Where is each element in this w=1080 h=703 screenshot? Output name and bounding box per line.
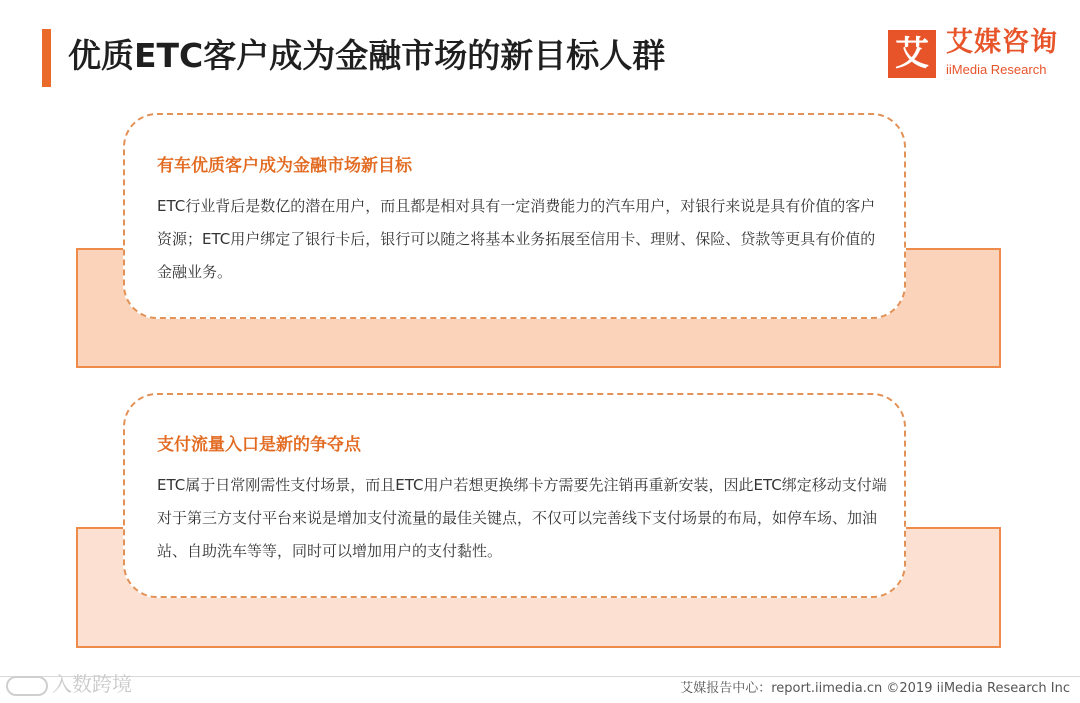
watermark-text: 入数跨境 — [52, 672, 132, 696]
footer-divider — [0, 676, 1080, 677]
logo-mark-icon: 艾 — [888, 30, 936, 78]
card-heading: 支付流量入口是新的争夺点 — [157, 435, 361, 455]
card-heading: 有车优质客户成为金融市场新目标 — [157, 156, 412, 176]
card-body: ETC属于日常刚需性支付场景，而且ETC用户若想更换绑卡方需要先注销再重新安装，因此ETC绑定移动支付端对于第三方支付平台来说是增加支付流量的最佳关键点，不仅可以完善线下支付场景的布局，如停车场、加油站、自助洗车等等，同时可以增加用户的支付黏性。 — [157, 476, 887, 560]
logo-name-en: iiMedia Research — [946, 62, 1047, 77]
iimedia-logo — [888, 27, 1068, 82]
page-title: 优质ETC客户成为金融市场的新目标人群 — [68, 36, 666, 75]
footer-source: 艾媒报告中心：report.iimedia.cn ©2019 iiMedia Research Inc — [680, 681, 1070, 696]
card-body: ETC行业背后是数亿的潜在用户，而且都是相对具有一定消费能力的汽车用户，对银行来说是具有价值的客户资源；ETC用户绑定了银行卡后，银行可以随之将基本业务拓展至信用卡、理财、保险、贷款等更具有价值的金融业务。 — [157, 197, 876, 281]
logo-name-cn: 艾媒咨询 — [946, 27, 1058, 58]
watermark-logo-icon — [6, 676, 48, 696]
card-quality-customers — [123, 113, 906, 319]
title-accent-bar — [42, 29, 51, 87]
watermark — [6, 670, 132, 698]
card-payment-traffic — [123, 393, 906, 598]
